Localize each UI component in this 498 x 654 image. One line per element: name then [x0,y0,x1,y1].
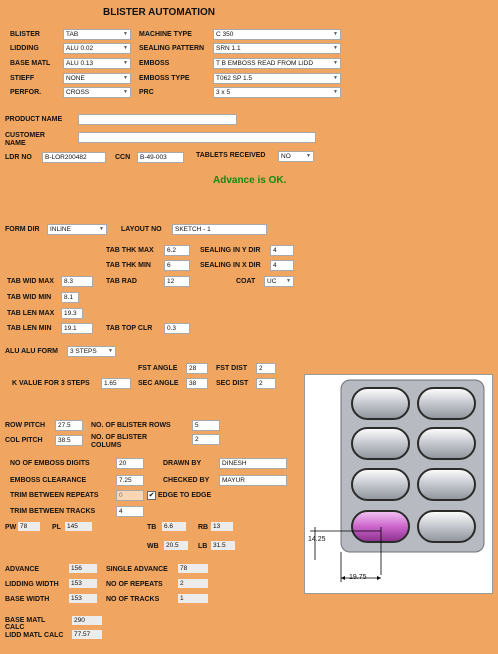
alu-form-select[interactable]: 3 STEPS ▼ [67,346,116,357]
base-matl-calc-value: 290 [72,616,102,625]
tracks-label: NO OF TRACKS [106,596,160,603]
rb-label: RB [198,524,209,531]
machine-type-select[interactable]: C 350 ▼ [213,29,341,40]
tab-len-min-input[interactable]: 19.1 [61,323,93,334]
dimension-label-horizontal: 19.75 [349,574,367,581]
tab-thk-max-input[interactable]: 6.2 [164,245,190,256]
tab-top-clr-label: TAB TOP CLR [106,325,153,332]
chevron-down-icon: ▼ [123,75,128,81]
fst-dist-label: FST DIST [216,365,248,372]
base-matl-select[interactable]: ALU 0.13 ▼ [63,58,131,69]
tablets-received-label: TABLETS RECEIVED [196,152,266,159]
blister-label: BLISTER [10,31,40,38]
base-width-label: BASE WIDTH [5,596,50,603]
col-pitch-label: COL PITCH [5,437,43,444]
drawn-by-label: DRAWN BY [163,460,202,467]
tab-wid-max-input[interactable]: 8.3 [61,276,93,287]
blister-rows-input[interactable]: 5 [192,420,220,431]
stieff-label: STIEFF [10,75,35,82]
fst-dist-input[interactable]: 2 [256,363,276,374]
sealing-pattern-select[interactable]: SRN 1.1 ▼ [213,43,341,54]
base-matl-calc-label: BASE MATL CALC [5,617,46,631]
drawn-by-input[interactable]: DINESH [219,458,287,469]
layout-no-label: LAYOUT NO [121,226,162,233]
edge-to-edge-checkbox[interactable]: ✔ [148,492,155,499]
lidding-label: LIDDING [10,45,39,52]
chevron-down-icon: ▼ [333,75,338,81]
product-name-input[interactable] [78,114,237,125]
blister-pocket [352,469,409,500]
chevron-down-icon: ▼ [306,153,311,159]
chevron-down-icon: ▼ [333,60,338,66]
single-advance-value: 78 [178,564,208,573]
blister-pocket [418,469,475,500]
emboss-type-select[interactable]: T062 SP 1.5 ▼ [213,73,341,84]
ccn-label: CCN [115,154,131,161]
tab-len-max-label: TAB LEN MAX [7,310,55,317]
blister-pocket-selected [352,511,409,542]
blister-rows-label: NO. OF BLISTER ROWS [91,422,171,429]
form-dir-select[interactable]: INLINE ▼ [47,224,107,235]
lidding-width-value: 153 [69,579,97,588]
chevron-down-icon: ▼ [333,31,338,37]
tracks-value: 1 [178,594,208,603]
k-value-label: K VALUE FOR 3 STEPS [12,380,90,387]
fst-angle-input[interactable]: 28 [186,363,208,374]
repeats-label: NO OF REPEATS [106,581,163,588]
emboss-label: EMBOSS [139,60,170,67]
machine-type-label: MACHINE TYPE [139,31,192,38]
chevron-down-icon: ▼ [123,45,128,51]
blister-select[interactable]: TAB ▼ [63,29,131,40]
sec-dist-label: SEC DIST [216,380,249,387]
pl-label: PL [52,524,61,531]
emboss-select[interactable]: T B EMBOSS READ FROM LIDD ▼ [213,58,341,69]
trim-tracks-input[interactable]: 4 [116,506,144,517]
tab-top-clr-input[interactable]: 0.3 [164,323,190,334]
blister-cols-input[interactable]: 2 [192,434,220,445]
chevron-down-icon: ▼ [333,45,338,51]
tab-thk-min-label: TAB THK MIN [106,262,151,269]
advance-label: ADVANCE [5,566,40,573]
emboss-type-label: EMBOSS TYPE [139,75,190,82]
chevron-down-icon: ▼ [123,60,128,66]
blister-pocket [352,428,409,459]
perfor-label: PERFOR. [10,89,42,96]
prc-select[interactable]: 3 x 5 ▼ [213,87,341,98]
trim-repeats-label: TRIM BETWEEN REPEATS [10,492,99,499]
blister-pocket [418,511,475,542]
wb-value: 20.5 [164,541,188,550]
trim-repeats-input[interactable]: 0 [116,490,144,501]
checked-by-label: CHECKED BY [163,477,210,484]
tab-len-min-label: TAB LEN MIN [7,325,52,332]
sealing-y-input[interactable]: 4 [270,245,294,256]
blister-pocket [352,388,409,419]
blister-pocket [418,428,475,459]
product-name-label: PRODUCT NAME [5,116,63,123]
tab-rad-label: TAB RAD [106,278,137,285]
tab-wid-min-input[interactable]: 8.1 [61,292,79,303]
status-message: Advance is OK. [213,175,287,186]
chevron-down-icon: ▼ [108,348,113,354]
base-matl-label: BASE MATL [10,60,51,67]
advance-value: 156 [69,564,97,573]
edge-to-edge-label: EDGE TO EDGE [158,492,212,499]
rb-value: 13 [211,522,233,531]
repeats-value: 2 [178,579,208,588]
chevron-down-icon: ▼ [99,226,104,232]
trim-tracks-label: TRIM BETWEEN TRACKS [10,508,96,515]
prc-label: PRC [139,89,154,96]
stieff-select[interactable]: NONE ▼ [63,73,131,84]
coat-select[interactable]: UC ▼ [264,276,294,287]
page-title: BLISTER AUTOMATION [103,7,216,18]
tb-value: 6.6 [162,522,186,531]
lidd-matl-calc-label: LIDD MATL CALC [5,632,64,639]
chevron-down-icon: ▼ [123,31,128,37]
lidding-width-label: LIDDING WIDTH [5,581,59,588]
k-value-input[interactable]: 1.65 [101,378,131,389]
blister-cols-label: NO. OF BLISTER COLUMS [91,434,147,449]
emboss-clearance-input[interactable]: 7.25 [116,475,144,486]
col-pitch-input[interactable]: 38.5 [55,435,83,446]
fst-angle-label: FST ANGLE [138,365,178,372]
perfor-select[interactable]: CROSS ▼ [63,87,131,98]
row-pitch-input[interactable]: 27.5 [55,420,83,431]
checked-by-input[interactable]: MAYUR [219,475,287,486]
lidd-matl-calc-value: 77.57 [72,630,102,639]
lidding-select[interactable]: ALU 0.02 ▼ [63,43,131,54]
dimension-label-vertical: 14.25 [308,536,326,543]
pw-label: PW [5,524,17,531]
ldr-input[interactable]: B-LOR200482 [42,152,106,163]
emboss-digits-label: NO OF EMBOSS DIGITS [10,460,90,467]
tablets-received-select[interactable]: NO ▼ [278,151,314,162]
tb-label: TB [147,524,157,531]
emboss-clearance-label: EMBOSS CLEARANCE [10,477,87,484]
sealing-pattern-label: SEALING PATTERN [139,45,205,52]
wb-label: WB [147,543,159,550]
pw-value: 78 [18,522,40,531]
tab-len-max-input[interactable]: 19.3 [61,308,83,319]
tab-rad-input[interactable]: 12 [164,276,190,287]
coat-label: COAT [236,278,256,285]
lb-label: LB [198,543,208,550]
layout-no-input[interactable]: SKETCH - 1 [172,224,267,235]
alu-form-label: ALU ALU FORM [5,348,59,355]
sealing-x-input[interactable]: 4 [270,260,294,271]
chevron-down-icon: ▼ [333,89,338,95]
sec-angle-input[interactable]: 38 [186,378,208,389]
row-pitch-label: ROW PITCH [5,422,46,429]
blister-pocket [418,388,475,419]
emboss-digits-input[interactable]: 20 [116,458,144,469]
ldr-label: LDR NO [5,154,32,161]
chevron-down-icon: ▼ [286,278,291,284]
tab-thk-max-label: TAB THK MAX [106,247,154,254]
base-width-value: 153 [69,594,97,603]
chevron-down-icon: ▼ [123,89,128,95]
blister-layout-diagram [304,374,493,594]
customer-name-label: CUSTOMER NAME [5,132,45,147]
pl-value: 145 [65,522,92,531]
ccn-input[interactable]: B-49-003 [137,152,184,163]
sec-dist-input[interactable]: 2 [256,378,276,389]
sealing-x-label: SEALING IN X DIR [200,262,261,269]
single-advance-label: SINGLE ADVANCE [106,566,168,573]
tab-thk-min-input[interactable]: 6 [164,260,190,271]
sealing-y-label: SEALING IN Y DIR [200,247,261,254]
lb-value: 31.5 [211,541,235,550]
sec-angle-label: SEC ANGLE [138,380,179,387]
tab-wid-max-label: TAB WID MAX [7,278,54,285]
customer-name-input[interactable] [78,132,316,143]
form-dir-label: FORM DIR [5,226,40,233]
tab-wid-min-label: TAB WID MIN [7,294,52,301]
